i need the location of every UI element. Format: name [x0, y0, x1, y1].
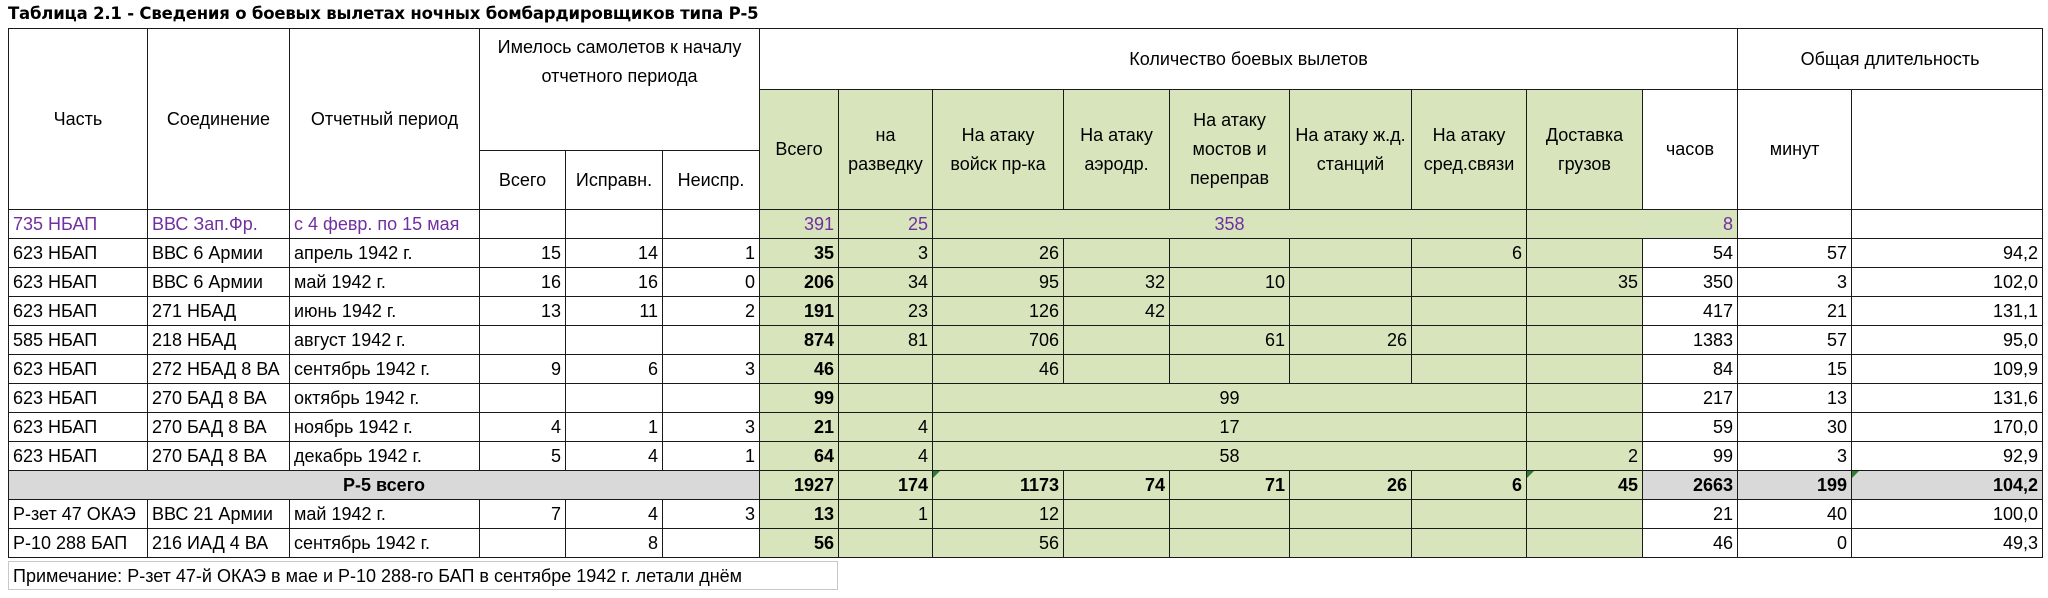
cell-planes-ok: 14 — [566, 239, 663, 268]
sum-avg: 104,2 — [1852, 471, 2043, 500]
cell-merged-attacks: 99 — [933, 384, 1527, 413]
cell-planes-total — [480, 384, 566, 413]
cell-planes-bad: 1 — [663, 239, 760, 268]
cell-cargo — [1527, 326, 1643, 355]
cell-planes-bad — [663, 210, 760, 239]
cell-recon: 25 — [839, 210, 933, 239]
cell-period: октябрь 1942 г. — [290, 384, 480, 413]
cell-cargo — [1527, 500, 1643, 529]
cell-comm: 6 — [1412, 239, 1527, 268]
cell-planes-ok: 1 — [566, 413, 663, 442]
cell-planes-total: 7 — [480, 500, 566, 529]
cell-hours: 21 — [1643, 500, 1738, 529]
cell-cargo — [1527, 239, 1643, 268]
cell-formation: ВВС 21 Армии — [148, 500, 290, 529]
cell-airfield — [1064, 500, 1170, 529]
cell-minutes: 40 — [1738, 500, 1852, 529]
sum-recon: 174 — [839, 471, 933, 500]
cell-minutes: 3 — [1738, 442, 1852, 471]
cell-unit: 585 НБАП — [9, 326, 148, 355]
cell-avg: 170,0 — [1852, 413, 2043, 442]
cell-formation: 270 БАД 8 ВА — [148, 384, 290, 413]
cell-cargo — [1527, 297, 1643, 326]
cell-planes-bad: 3 — [663, 413, 760, 442]
cell-avg: 131,6 — [1852, 384, 2043, 413]
header-formation: Соединение — [148, 29, 290, 210]
cell-avg: 131,1 — [1852, 297, 2043, 326]
cell-troops: 126 — [933, 297, 1064, 326]
header-hours: часов — [1643, 90, 1738, 210]
sum-bridges: 71 — [1170, 471, 1290, 500]
sum-minutes: 199 — [1738, 471, 1852, 500]
cell-minutes: 21 — [1738, 297, 1852, 326]
cell-sorties-total: 64 — [760, 442, 839, 471]
table-row — [9, 500, 2043, 529]
cell-bridges — [1170, 500, 1290, 529]
cell-planes-bad — [663, 529, 760, 558]
sum-comm: 6 — [1412, 471, 1527, 500]
cell-comm — [1412, 297, 1527, 326]
cell-unit: 623 НБАП — [9, 413, 148, 442]
cell-recon: 3 — [839, 239, 933, 268]
cell-planes-total: 16 — [480, 268, 566, 297]
table-title: Таблица 2.1 - Сведения о боевых вылетах ночных бомбардировщиков типа Р-5 — [8, 4, 759, 23]
cell-unit: 623 НБАП — [9, 268, 148, 297]
cell-merged-attacks: 358 — [933, 210, 1527, 239]
cell-planes-total: 13 — [480, 297, 566, 326]
cell-sorties-total: 46 — [760, 355, 839, 384]
cell-formation: 272 НБАД 8 ВА — [148, 355, 290, 384]
cell-unit: 623 НБАП — [9, 297, 148, 326]
header-planes-group: Имелось самолетов к началу отчетного периода — [480, 29, 760, 151]
cell-troops: 12 — [933, 500, 1064, 529]
header-sorties-group: Количество боевых вылетов — [760, 29, 1738, 90]
cell-planes-total: 4 — [480, 413, 566, 442]
cell-minutes: 30 — [1738, 413, 1852, 442]
cell-sorties-total: 99 — [760, 384, 839, 413]
cell-planes-ok — [566, 384, 663, 413]
cell-airfield — [1064, 239, 1170, 268]
cell-rail: 26 — [1290, 326, 1412, 355]
cell-planes-bad: 2 — [663, 297, 760, 326]
cell-minutes: 3 — [1738, 268, 1852, 297]
cell-avg: 102,0 — [1852, 268, 2043, 297]
cell-planes-ok: 6 — [566, 355, 663, 384]
header-unit: Часть — [9, 29, 148, 210]
cell-recon: 4 — [839, 442, 933, 471]
cell-planes-total — [480, 210, 566, 239]
cell-sorties-total: 391 — [760, 210, 839, 239]
cell-bridges: 61 — [1170, 326, 1290, 355]
cell-comm — [1412, 500, 1527, 529]
cell-period: май 1942 г. — [290, 500, 480, 529]
header-sorties-recon: на разведку — [839, 90, 933, 210]
header-sorties-troops: На атаку войск пр-ка — [933, 90, 1064, 210]
cell-minutes — [1852, 210, 2043, 239]
cell-avg: 94,2 — [1852, 239, 2043, 268]
cell-rail — [1290, 529, 1412, 558]
sum-rail: 26 — [1290, 471, 1412, 500]
cell-formation: 270 БАД 8 ВА — [148, 413, 290, 442]
cell-rail — [1290, 239, 1412, 268]
cell-troops: 56 — [933, 529, 1064, 558]
cell-avg: 100,0 — [1852, 500, 2043, 529]
cell-sorties-total: 13 — [760, 500, 839, 529]
cell-airfield — [1064, 355, 1170, 384]
cell-planes-total — [480, 326, 566, 355]
cell-formation: 270 БАД 8 ВА — [148, 442, 290, 471]
header-duration-group: Общая длительность — [1738, 29, 2043, 90]
cell-recon: 81 — [839, 326, 933, 355]
sum-troops: 1173 — [933, 471, 1064, 500]
cell-hours — [1738, 210, 1852, 239]
cell-avg: 95,0 — [1852, 326, 2043, 355]
cell-rail — [1290, 500, 1412, 529]
cell-recon — [839, 384, 933, 413]
cell-bridges: 10 — [1170, 268, 1290, 297]
table-row — [9, 413, 2043, 442]
cell-recon: 4 — [839, 413, 933, 442]
cell-unit: 623 НБАП — [9, 384, 148, 413]
header-sorties-cargo: Доставка грузов — [1527, 90, 1643, 210]
cell-comm — [1412, 268, 1527, 297]
cell-cargo — [1527, 384, 1643, 413]
cell-sorties-total: 191 — [760, 297, 839, 326]
table-row — [9, 210, 2043, 239]
cell-planes-bad: 3 — [663, 355, 760, 384]
cell-planes-bad: 1 — [663, 442, 760, 471]
header-planes-ok: Исправн. — [566, 151, 663, 210]
sum-hours: 2663 — [1643, 471, 1738, 500]
table-row — [9, 326, 2043, 355]
cell-hours: 417 — [1643, 297, 1738, 326]
cell-formation: ВВС 6 Армии — [148, 239, 290, 268]
cell-hours: 1383 — [1643, 326, 1738, 355]
cell-rail — [1290, 355, 1412, 384]
header-planes-total: Всего — [480, 151, 566, 210]
cell-airfield: 32 — [1064, 268, 1170, 297]
header-sorties-airfield: На атаку аэродр. — [1064, 90, 1170, 210]
cell-minutes: 15 — [1738, 355, 1852, 384]
sum-row — [9, 471, 2043, 500]
cell-unit: 623 НБАП — [9, 239, 148, 268]
cell-recon — [839, 355, 933, 384]
cell-planes-total: 5 — [480, 442, 566, 471]
cell-merged-attacks: 58 — [933, 442, 1527, 471]
cell-troops: 95 — [933, 268, 1064, 297]
cell-unit: 623 НБАП — [9, 355, 148, 384]
cell-planes-total: 9 — [480, 355, 566, 384]
sum-cargo: 45 — [1527, 471, 1643, 500]
sorties-table — [8, 28, 2043, 558]
cell-planes-total — [480, 529, 566, 558]
cell-planes-ok: 11 — [566, 297, 663, 326]
cell-formation: ВВС 6 Армии — [148, 268, 290, 297]
cell-cargo: 2 — [1527, 442, 1643, 471]
cell-cargo: 35 — [1527, 268, 1643, 297]
cell-merged-attacks: 17 — [933, 413, 1527, 442]
cell-bridges — [1170, 239, 1290, 268]
header-sorties-total: Всего — [760, 90, 839, 210]
cell-unit: Р-10 288 БАП — [9, 529, 148, 558]
cell-hours: 59 — [1643, 413, 1738, 442]
cell-minutes: 13 — [1738, 384, 1852, 413]
cell-bridges — [1170, 355, 1290, 384]
table-row — [9, 529, 2043, 558]
cell-airfield — [1064, 529, 1170, 558]
cell-sorties-total: 56 — [760, 529, 839, 558]
cell-formation: 218 НБАД — [148, 326, 290, 355]
cell-period: апрель 1942 г. — [290, 239, 480, 268]
header-planes-bad: Неиспр. — [663, 151, 760, 210]
header-minutes: минут — [1738, 90, 1852, 210]
table-row — [9, 384, 2043, 413]
header-period: Отчетный период — [290, 29, 480, 210]
cell-bridges — [1170, 529, 1290, 558]
cell-hours: 54 — [1643, 239, 1738, 268]
sum-total: 1927 — [760, 471, 839, 500]
cell-recon: 23 — [839, 297, 933, 326]
header-sorties-rail: На атаку ж.д. станций — [1290, 90, 1412, 210]
cell-rail — [1290, 297, 1412, 326]
sum-airfield: 74 — [1064, 471, 1170, 500]
cell-planes-bad: 3 — [663, 500, 760, 529]
cell-period: май 1942 г. — [290, 268, 480, 297]
cell-comm — [1412, 529, 1527, 558]
cell-recon: 1 — [839, 500, 933, 529]
table-row — [9, 239, 2043, 268]
cell-period: с 4 февр. по 15 мая — [290, 210, 480, 239]
cell-avg: 109,9 — [1852, 355, 2043, 384]
cell-sorties-total: 874 — [760, 326, 839, 355]
cell-avg: 49,3 — [1852, 529, 2043, 558]
cell-period: декабрь 1942 г. — [290, 442, 480, 471]
cell-period: август 1942 г. — [290, 326, 480, 355]
table-row — [9, 442, 2043, 471]
footnote: Примечание: Р-зет 47-й ОКАЭ в мае и Р-10 288-го БАП в сентябре 1942 г. летали днём — [8, 561, 838, 590]
cell-hours: 84 — [1643, 355, 1738, 384]
cell-sorties-total: 206 — [760, 268, 839, 297]
cell-planes-ok: 4 — [566, 500, 663, 529]
cell-bridges — [1170, 297, 1290, 326]
cell-unit: 735 НБАП — [9, 210, 148, 239]
header-sorties-comm: На атаку сред.связи — [1412, 90, 1527, 210]
cell-planes-ok — [566, 210, 663, 239]
cell-recon — [839, 529, 933, 558]
cell-cargo — [1527, 355, 1643, 384]
cell-unit: Р-зет 47 ОКАЭ — [9, 500, 148, 529]
cell-cargo — [1527, 413, 1643, 442]
cell-period: ноябрь 1942 г. — [290, 413, 480, 442]
cell-hours: 46 — [1643, 529, 1738, 558]
cell-planes-total: 15 — [480, 239, 566, 268]
cell-cargo: 8 — [1527, 210, 1738, 239]
cell-planes-bad — [663, 384, 760, 413]
cell-planes-ok: 8 — [566, 529, 663, 558]
cell-rail — [1290, 268, 1412, 297]
cell-minutes: 57 — [1738, 326, 1852, 355]
cell-hours: 217 — [1643, 384, 1738, 413]
cell-comm — [1412, 326, 1527, 355]
cell-avg: 92,9 — [1852, 442, 2043, 471]
cell-recon: 34 — [839, 268, 933, 297]
cell-troops: 706 — [933, 326, 1064, 355]
cell-comm — [1412, 355, 1527, 384]
cell-planes-ok: 16 — [566, 268, 663, 297]
cell-sorties-total: 35 — [760, 239, 839, 268]
cell-formation: ВВС Зап.Фр. — [148, 210, 290, 239]
cell-sorties-total: 21 — [760, 413, 839, 442]
cell-period: июнь 1942 г. — [290, 297, 480, 326]
cell-minutes: 0 — [1738, 529, 1852, 558]
cell-airfield: 42 — [1064, 297, 1170, 326]
cell-hours: 99 — [1643, 442, 1738, 471]
cell-hours: 350 — [1643, 268, 1738, 297]
cell-planes-ok — [566, 326, 663, 355]
cell-airfield — [1064, 326, 1170, 355]
cell-troops: 46 — [933, 355, 1064, 384]
sum-label: Р-5 всего — [9, 471, 760, 500]
table-row — [9, 297, 2043, 326]
cell-planes-bad: 0 — [663, 268, 760, 297]
cell-period: сентябрь 1942 г. — [290, 529, 480, 558]
cell-minutes: 57 — [1738, 239, 1852, 268]
header-sorties-bridges: На атаку мостов и переправ — [1170, 90, 1290, 210]
cell-period: сентябрь 1942 г. — [290, 355, 480, 384]
table-row — [9, 268, 2043, 297]
table-row — [9, 355, 2043, 384]
cell-cargo — [1527, 529, 1643, 558]
cell-planes-bad — [663, 326, 760, 355]
cell-planes-ok: 4 — [566, 442, 663, 471]
cell-formation: 271 НБАД — [148, 297, 290, 326]
cell-troops: 26 — [933, 239, 1064, 268]
cell-formation: 216 ИАД 4 ВА — [148, 529, 290, 558]
cell-unit: 623 НБАП — [9, 442, 148, 471]
